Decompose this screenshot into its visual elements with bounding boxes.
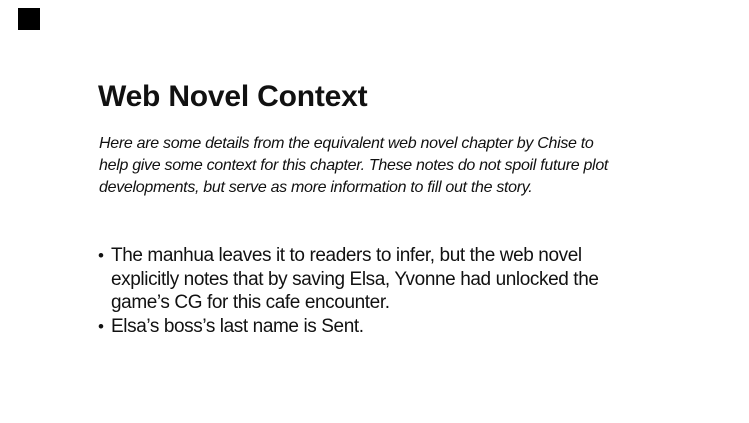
note-line: explicitly notes that by saving Elsa, Yvonne had unlocked the xyxy=(111,268,599,290)
intro-line: help give some context for this chapter. These notes do not spoil future plot xyxy=(99,157,609,174)
note-line: The manhua leaves it to readers to infer, but the web novel xyxy=(111,245,582,266)
intro-line: Here are some details from the equivalent web novel chapter by Chise to xyxy=(99,135,594,152)
intro-line: developments, but serve as more information to fill out the story. xyxy=(99,179,533,196)
notes-list xyxy=(98,244,599,338)
bullet-marker: • xyxy=(98,246,104,265)
page-corner-marker xyxy=(18,8,40,30)
note-line: game’s CG for this cafe encounter. xyxy=(111,292,390,313)
list-item xyxy=(98,244,599,315)
note-line: Elsa’s boss’s last name is Sent. xyxy=(111,315,364,337)
intro-paragraph xyxy=(99,133,608,199)
list-item-text xyxy=(111,244,599,315)
page-title: Web Novel Context xyxy=(98,80,368,113)
list-item xyxy=(98,315,599,339)
list-item-text xyxy=(111,315,599,339)
bullet-marker: • xyxy=(98,316,104,336)
